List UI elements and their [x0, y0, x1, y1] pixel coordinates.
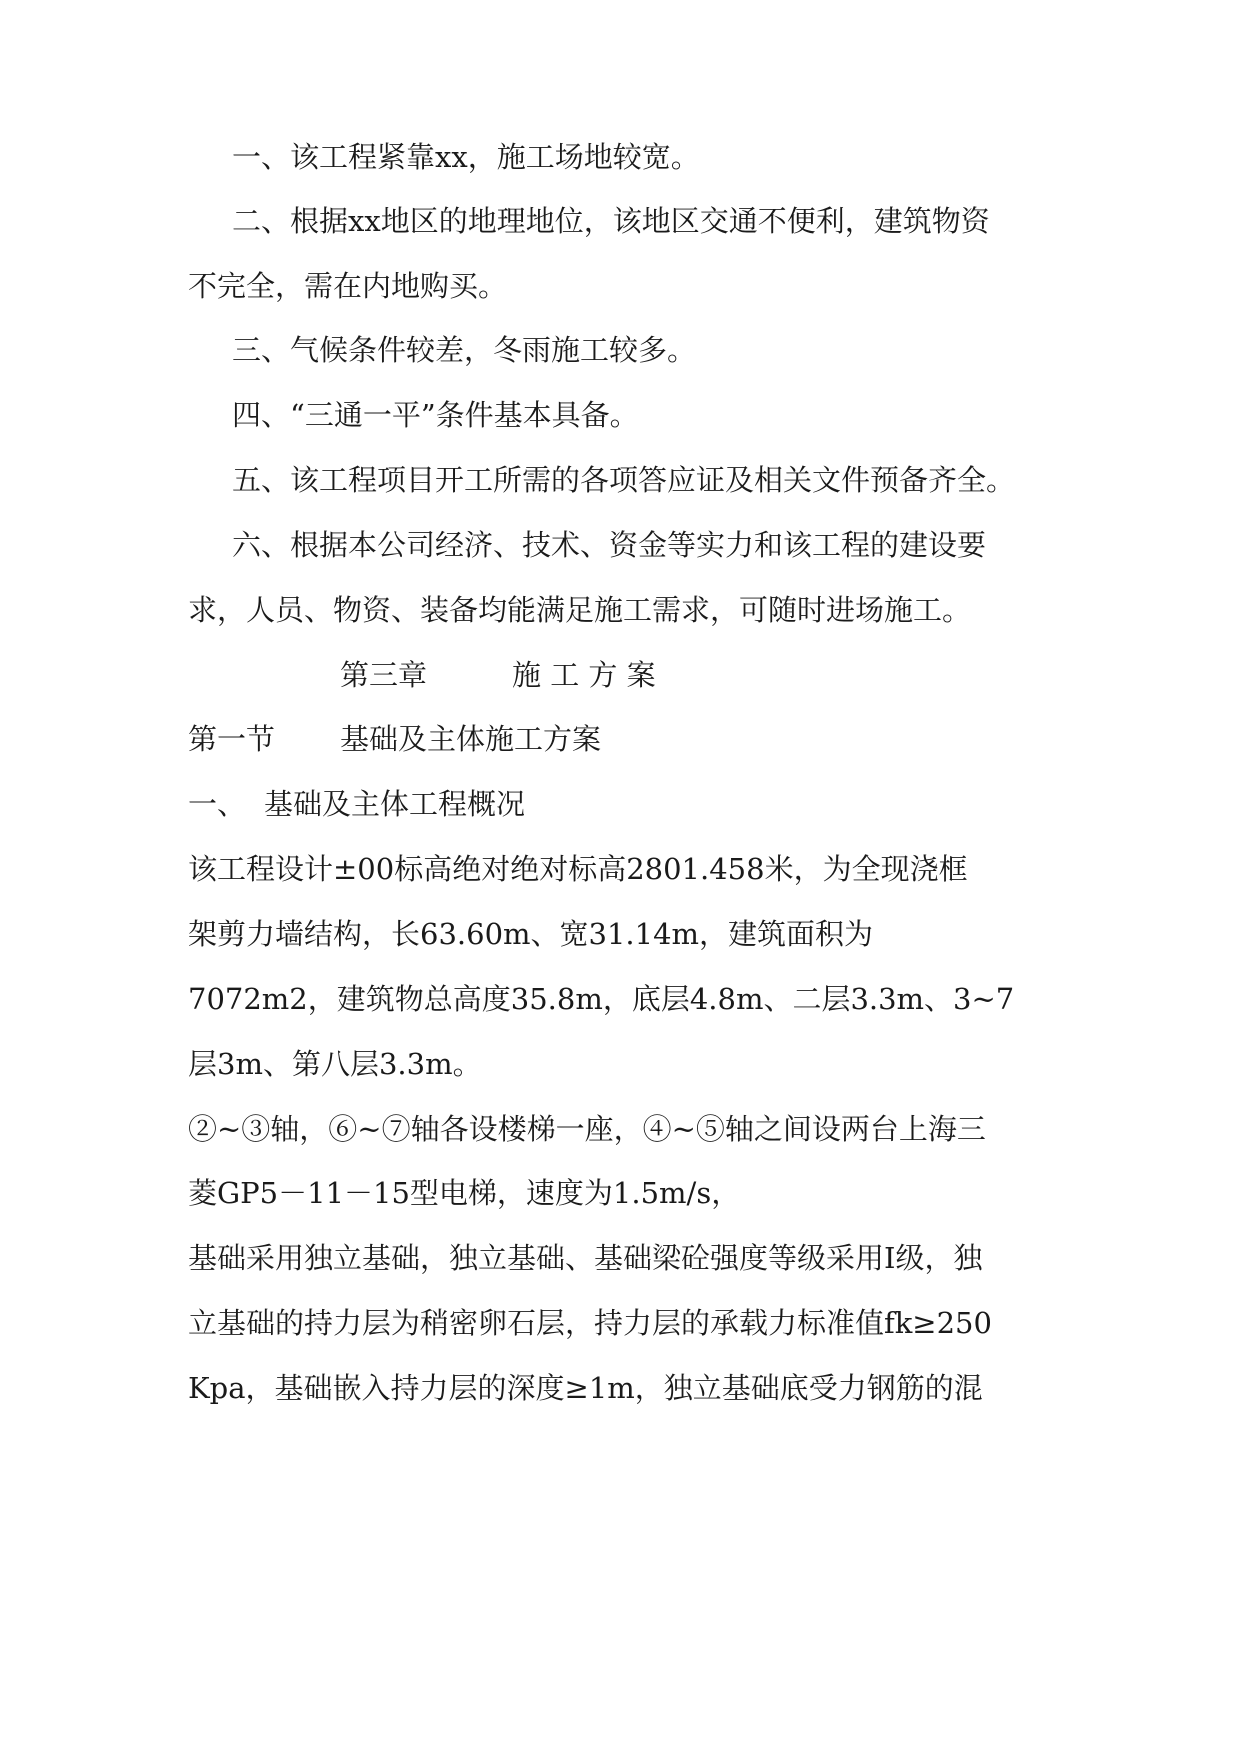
body-line-8: 立基础的持力层为稍密卵石层，持力层的承载力标准值fk≥250	[188, 1306, 992, 1340]
body-line-3: 7072m2，建筑物总高度35.8m，底层4.8m、二层3.3m、3~7	[188, 982, 1015, 1016]
paragraph-3: 三、气候条件较差，冬雨施工较多。	[232, 333, 697, 367]
body-line-6: 菱GP5－11－15型电梯，速度为1.5m/s，	[188, 1176, 741, 1210]
chapter-heading	[340, 655, 656, 695]
body-line-7: 基础采用独立基础，独立基础、基础梁砼强度等级采用Ⅰ级，独	[188, 1241, 983, 1275]
body-line-2: 架剪力墙结构，长63.60m、宽31.14m，建筑面积为	[188, 917, 874, 951]
body-line-1: 该工程设计±00标高绝对绝对标高2801.458米，为全现浇框	[188, 852, 968, 886]
paragraph-5: 五、该工程项目开工所需的各项答应证及相关文件预备齐全。	[232, 463, 1016, 497]
paragraph-2: 二、根据xx地区的地理地位，该地区交通不便利，建筑物资	[232, 204, 990, 238]
paragraph-4: 四、“三通一平”条件基本具备。	[232, 398, 639, 432]
body-line-4: 层3m、第八层3.3m。	[188, 1047, 482, 1081]
subsection-title: 基础及主体工程概况	[264, 787, 526, 821]
paragraph-2-cont: 不完全，需在内地购买。	[188, 269, 508, 303]
chapter-title: 施 工 方 案	[512, 658, 656, 692]
paragraph-6: 六、根据本公司经济、技术、资金等实力和该工程的建设要	[232, 528, 987, 562]
chapter-number: 第三章	[340, 658, 428, 692]
subsection-heading	[188, 784, 525, 824]
body-line-9: Kpa，基础嵌入持力层的深度≥1m，独立基础底受力钢筋的混	[188, 1371, 983, 1405]
section-heading	[188, 719, 601, 759]
body-line-5: ②~③轴，⑥~⑦轴各设楼梯一座，④~⑤轴之间设两台上海三	[188, 1112, 986, 1146]
section-title: 基础及主体施工方案	[340, 722, 602, 756]
paragraph-1: 一、该工程紧靠xx，施工场地较宽。	[232, 140, 700, 174]
section-number: 第一节	[188, 722, 276, 756]
subsection-number: 一、	[188, 787, 247, 821]
paragraph-6-cont: 求，人员、物资、装备均能满足施工需求，可随时进场施工。	[188, 593, 972, 627]
